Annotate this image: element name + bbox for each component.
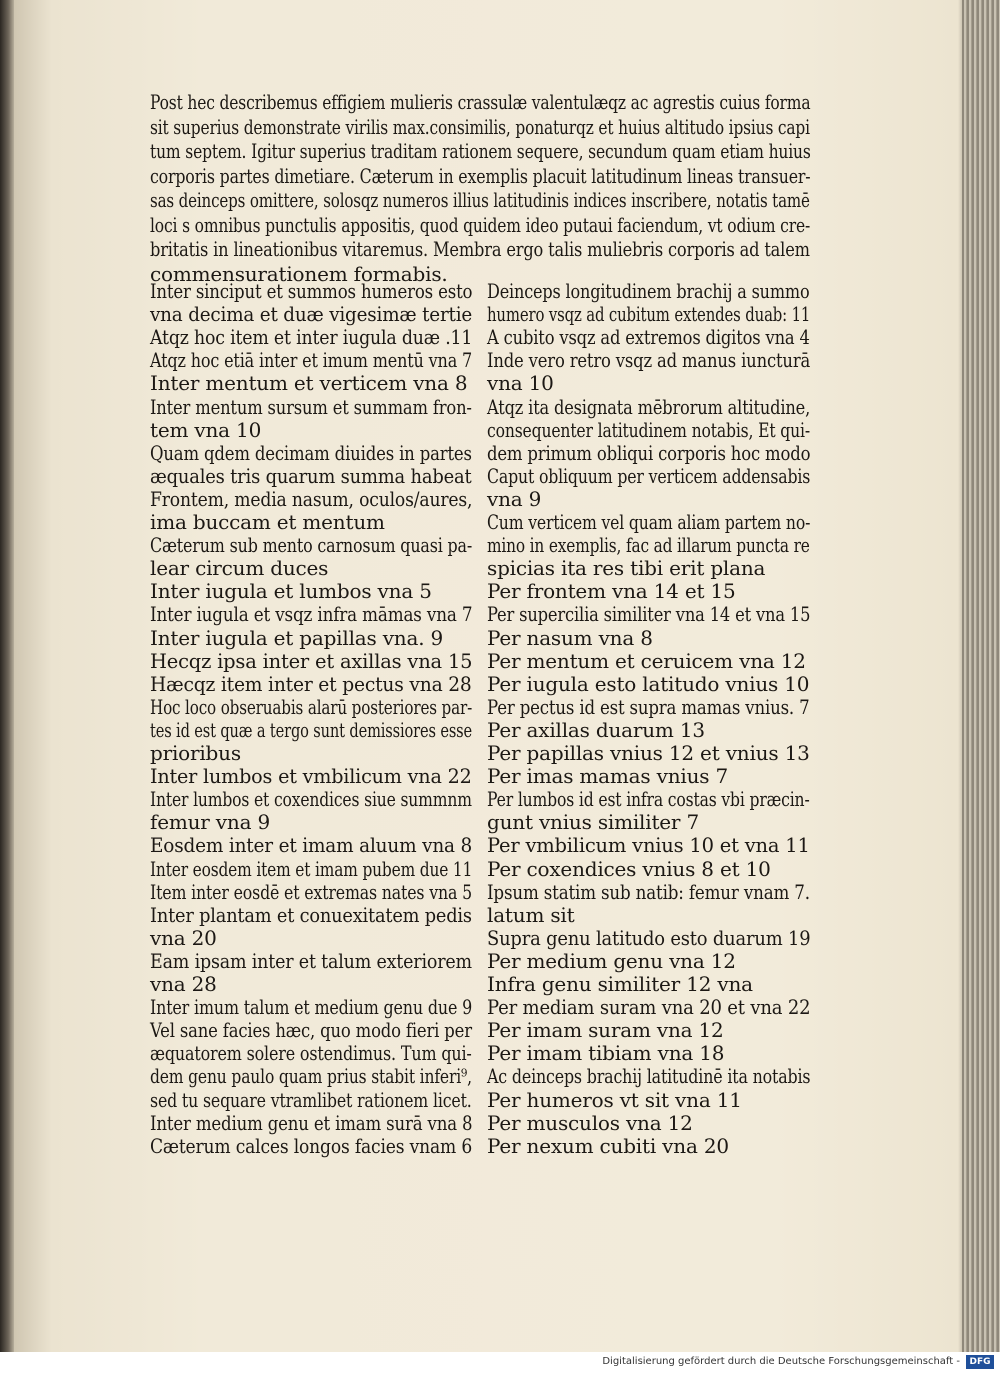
right-column-line: Per medium genu vna 12 bbox=[487, 948, 736, 973]
left-column-line: Inter lumbos et vmbilicum vna 22 bbox=[150, 764, 472, 789]
left-column-line: Inter iugula et vsqz infra māmas vna 7 bbox=[150, 602, 473, 627]
left-column-line: Cæterum calces longos facies vnam 6 bbox=[150, 1133, 473, 1158]
left-column-line: Hoc loco obseruabis alarū posteriores par- bbox=[150, 694, 473, 719]
right-column-line: Per mediam suram vna 20 et vna 22 bbox=[487, 995, 811, 1020]
intro-line: sit superius demonstrate virilis max.consimilis, ponaturqz et huius altitudo ipsius capi bbox=[150, 114, 810, 139]
left-column-line: Inter medium genu et imam surā vna 8 bbox=[150, 1110, 473, 1135]
right-column-line: Per iugula esto latitudo vnius 10 bbox=[487, 671, 810, 696]
right-column-line: gunt vnius similiter 7 bbox=[487, 810, 699, 835]
left-column-line: Inter plantam et conuexitatem pedis bbox=[150, 902, 472, 927]
intro-line: commensurationem formabis. bbox=[150, 261, 448, 286]
left-column-line: Quam qdem decimam diuides in partes bbox=[150, 440, 472, 465]
right-column-line: Per musculos vna 12 bbox=[487, 1110, 693, 1135]
right-column-line: mino in exemplis, fac ad illarum puncta re bbox=[487, 533, 810, 558]
left-column-line: tem vna 10 bbox=[150, 417, 262, 442]
right-column-line: Per pectus id est supra mamas vnius. 7 bbox=[487, 694, 810, 719]
right-column-line: Per mentum et ceruicem vna 12 bbox=[487, 648, 806, 673]
left-column-line: Frontem, media nasum, oculos/aures, bbox=[150, 486, 473, 511]
left-column-line: vna decima et duæ vigesimæ tertie bbox=[150, 302, 473, 327]
intro-line: corporis partes dimetiare. Cæterum in exemplis placuit latitudinum lineas transuer- bbox=[150, 163, 811, 188]
right-column-line: Deinceps longitudinem brachij a summo bbox=[487, 279, 810, 303]
left-column-line: æquatorem solere ostendimus. Tum qui- bbox=[150, 1041, 472, 1066]
left-column-line: Inter mentum sursum et summam fron- bbox=[150, 394, 472, 419]
left-column-line: Atqz hoc item et inter iugula duæ .11 bbox=[150, 325, 473, 350]
left-column-line: femur vna 9 bbox=[150, 810, 270, 835]
left-column-line: sed tu sequare vtramlibet rationem licet. bbox=[150, 1087, 472, 1112]
left-column-line: Eam ipsam inter et talum exteriorem bbox=[150, 948, 472, 973]
right-column-line: Cum verticem vel quam aliam partem no- bbox=[487, 510, 811, 534]
right-column-line: A cubito vsqz ad extremos digitos vna 4 bbox=[487, 325, 810, 350]
intro-line: loci s omnibus punctulis appositis, quod quidem ideo putaui faciendum, vt odium cre- bbox=[150, 212, 811, 237]
left-column-line: Hecqz ipsa inter et axillas vna 15 bbox=[150, 648, 473, 673]
right-column-line: Per lumbos id est infra costas vbi præcin- bbox=[487, 787, 810, 812]
right-column-line: Per coxendices vnius 8 et 10 bbox=[487, 856, 771, 881]
right-column-line: Per frontem vna 14 et 15 bbox=[487, 579, 736, 604]
left-column-line: lear circum duces bbox=[150, 556, 329, 581]
right-column-line: consequenter latitudinem notabis, Et qui- bbox=[487, 417, 810, 442]
right-column-line: Per nexum cubiti vna 20 bbox=[487, 1133, 729, 1158]
right-column-line: Atqz ita designata mēbrorum altitudine, bbox=[487, 394, 811, 419]
right-column-line: Per imam suram vna 12 bbox=[487, 1018, 724, 1043]
left-column-line: Inter iugula et papillas vna. 9 bbox=[150, 625, 444, 650]
right-column-line: vna 10 bbox=[487, 371, 554, 396]
right-column-line: Infra genu similiter 12 vna bbox=[487, 972, 753, 996]
left-column-line: Inter lumbos et coxendices siue summnm bbox=[150, 787, 472, 812]
right-column-line: Per imam tibiam vna 18 bbox=[487, 1041, 725, 1066]
right-column-line: spicias ita res tibi erit plana bbox=[487, 556, 766, 581]
intro-line: britatis in lineationibus vitaremus. Membra ergo talis muliebris corporis ad talem bbox=[150, 237, 810, 261]
left-column-line: Hæcqz item inter et pectus vna 28 bbox=[150, 671, 472, 696]
right-column-line: Ac deinceps brachij latitudinē ita notabis bbox=[487, 1064, 811, 1089]
left-column-line: Inter mentum et verticem vna 8 bbox=[150, 371, 468, 396]
right-column-line: latum sit bbox=[487, 902, 575, 927]
footer bbox=[0, 1352, 1000, 1373]
left-column-line: Eosdem inter et imam aluum vna 8 bbox=[150, 833, 473, 858]
dfg-logo: DFG bbox=[966, 1355, 994, 1369]
right-column-line: vna 9 bbox=[487, 486, 542, 511]
footer-credit: Digitalisierung gefördert durch die Deutsche Forschungsgemeinschaft - bbox=[602, 1356, 960, 1367]
left-column-line: prioribus bbox=[150, 741, 241, 765]
left-column-line: dem genu paulo quam prius stabit inferi⁹, bbox=[150, 1064, 472, 1089]
left-column-line: æquales tris quarum summa habeat bbox=[150, 463, 472, 488]
left-column-line: Inter iugula et lumbos vna 5 bbox=[150, 579, 432, 604]
left-column-line: Inter imum talum et medium genu due 9 bbox=[150, 995, 473, 1020]
left-column-line: Vel sane facies hæc, quo modo fieri per bbox=[150, 1018, 472, 1043]
right-column-line: Per vmbilicum vnius 10 et vna 11 bbox=[487, 833, 810, 858]
left-column-line: Inter eosdem item et imam pubem due 11 bbox=[150, 856, 473, 881]
right-column-line: Per humeros vt sit vna 11 bbox=[487, 1087, 742, 1112]
left-column-line: vna 28 bbox=[150, 972, 217, 996]
intro-line: Post hec describemus effigiem mulieris crassulæ valentulæqz ac agrestis cuius forma bbox=[150, 90, 811, 114]
left-gutter bbox=[0, 0, 14, 1352]
right-column-line: Inde vero retro vsqz ad manus iuncturā bbox=[487, 348, 811, 373]
right-column-line: Per axillas duarum 13 bbox=[487, 717, 705, 742]
intro-line: sas deinceps omittere, solosqz numeros illius latitudinis indices inscribere, notatis tamē bbox=[150, 188, 810, 212]
intro-line: tum septem. Igitur superius traditam rationem sequere, secundum quam etiam huius bbox=[150, 139, 811, 163]
right-column-line: Ipsum statim sub natib: femur vnam 7. bbox=[487, 879, 810, 904]
right-column-line: Per papillas vnius 12 et vnius 13 bbox=[487, 741, 810, 765]
left-column-line: Cæterum sub mento carnosum quasi pa- bbox=[150, 533, 473, 558]
right-column-line: dem primum obliqui corporis hoc modo bbox=[487, 440, 811, 465]
left-column-line: ima buccam et mentum bbox=[150, 510, 385, 534]
left-column-line: Inter sinciput et summos humeros esto bbox=[150, 279, 473, 303]
right-column-line: Supra genu latitudo esto duarum 19 bbox=[487, 925, 811, 950]
right-column-line: Per imas mamas vnius 7 bbox=[487, 764, 729, 789]
right-column-line: Per nasum vna 8 bbox=[487, 625, 653, 650]
left-column-line: tes id est quæ a tergo sunt demissiores esse bbox=[150, 717, 473, 742]
right-column-line: humero vsqz ad cubitum extendes duab: 11 bbox=[487, 302, 811, 327]
left-column-line: vna 20 bbox=[150, 925, 217, 950]
left-column-line: Item inter eosdē et extremas nates vna 5 bbox=[150, 879, 472, 904]
right-column-line: Per supercilia similiter vna 14 et vna 15 bbox=[487, 602, 811, 627]
right-column-line: Caput obliquum per verticem addensabis bbox=[487, 463, 811, 488]
page-edges bbox=[962, 0, 1000, 1352]
left-column-line: Atqz hoc etiā inter et imum mentū vna 7 bbox=[150, 348, 473, 373]
